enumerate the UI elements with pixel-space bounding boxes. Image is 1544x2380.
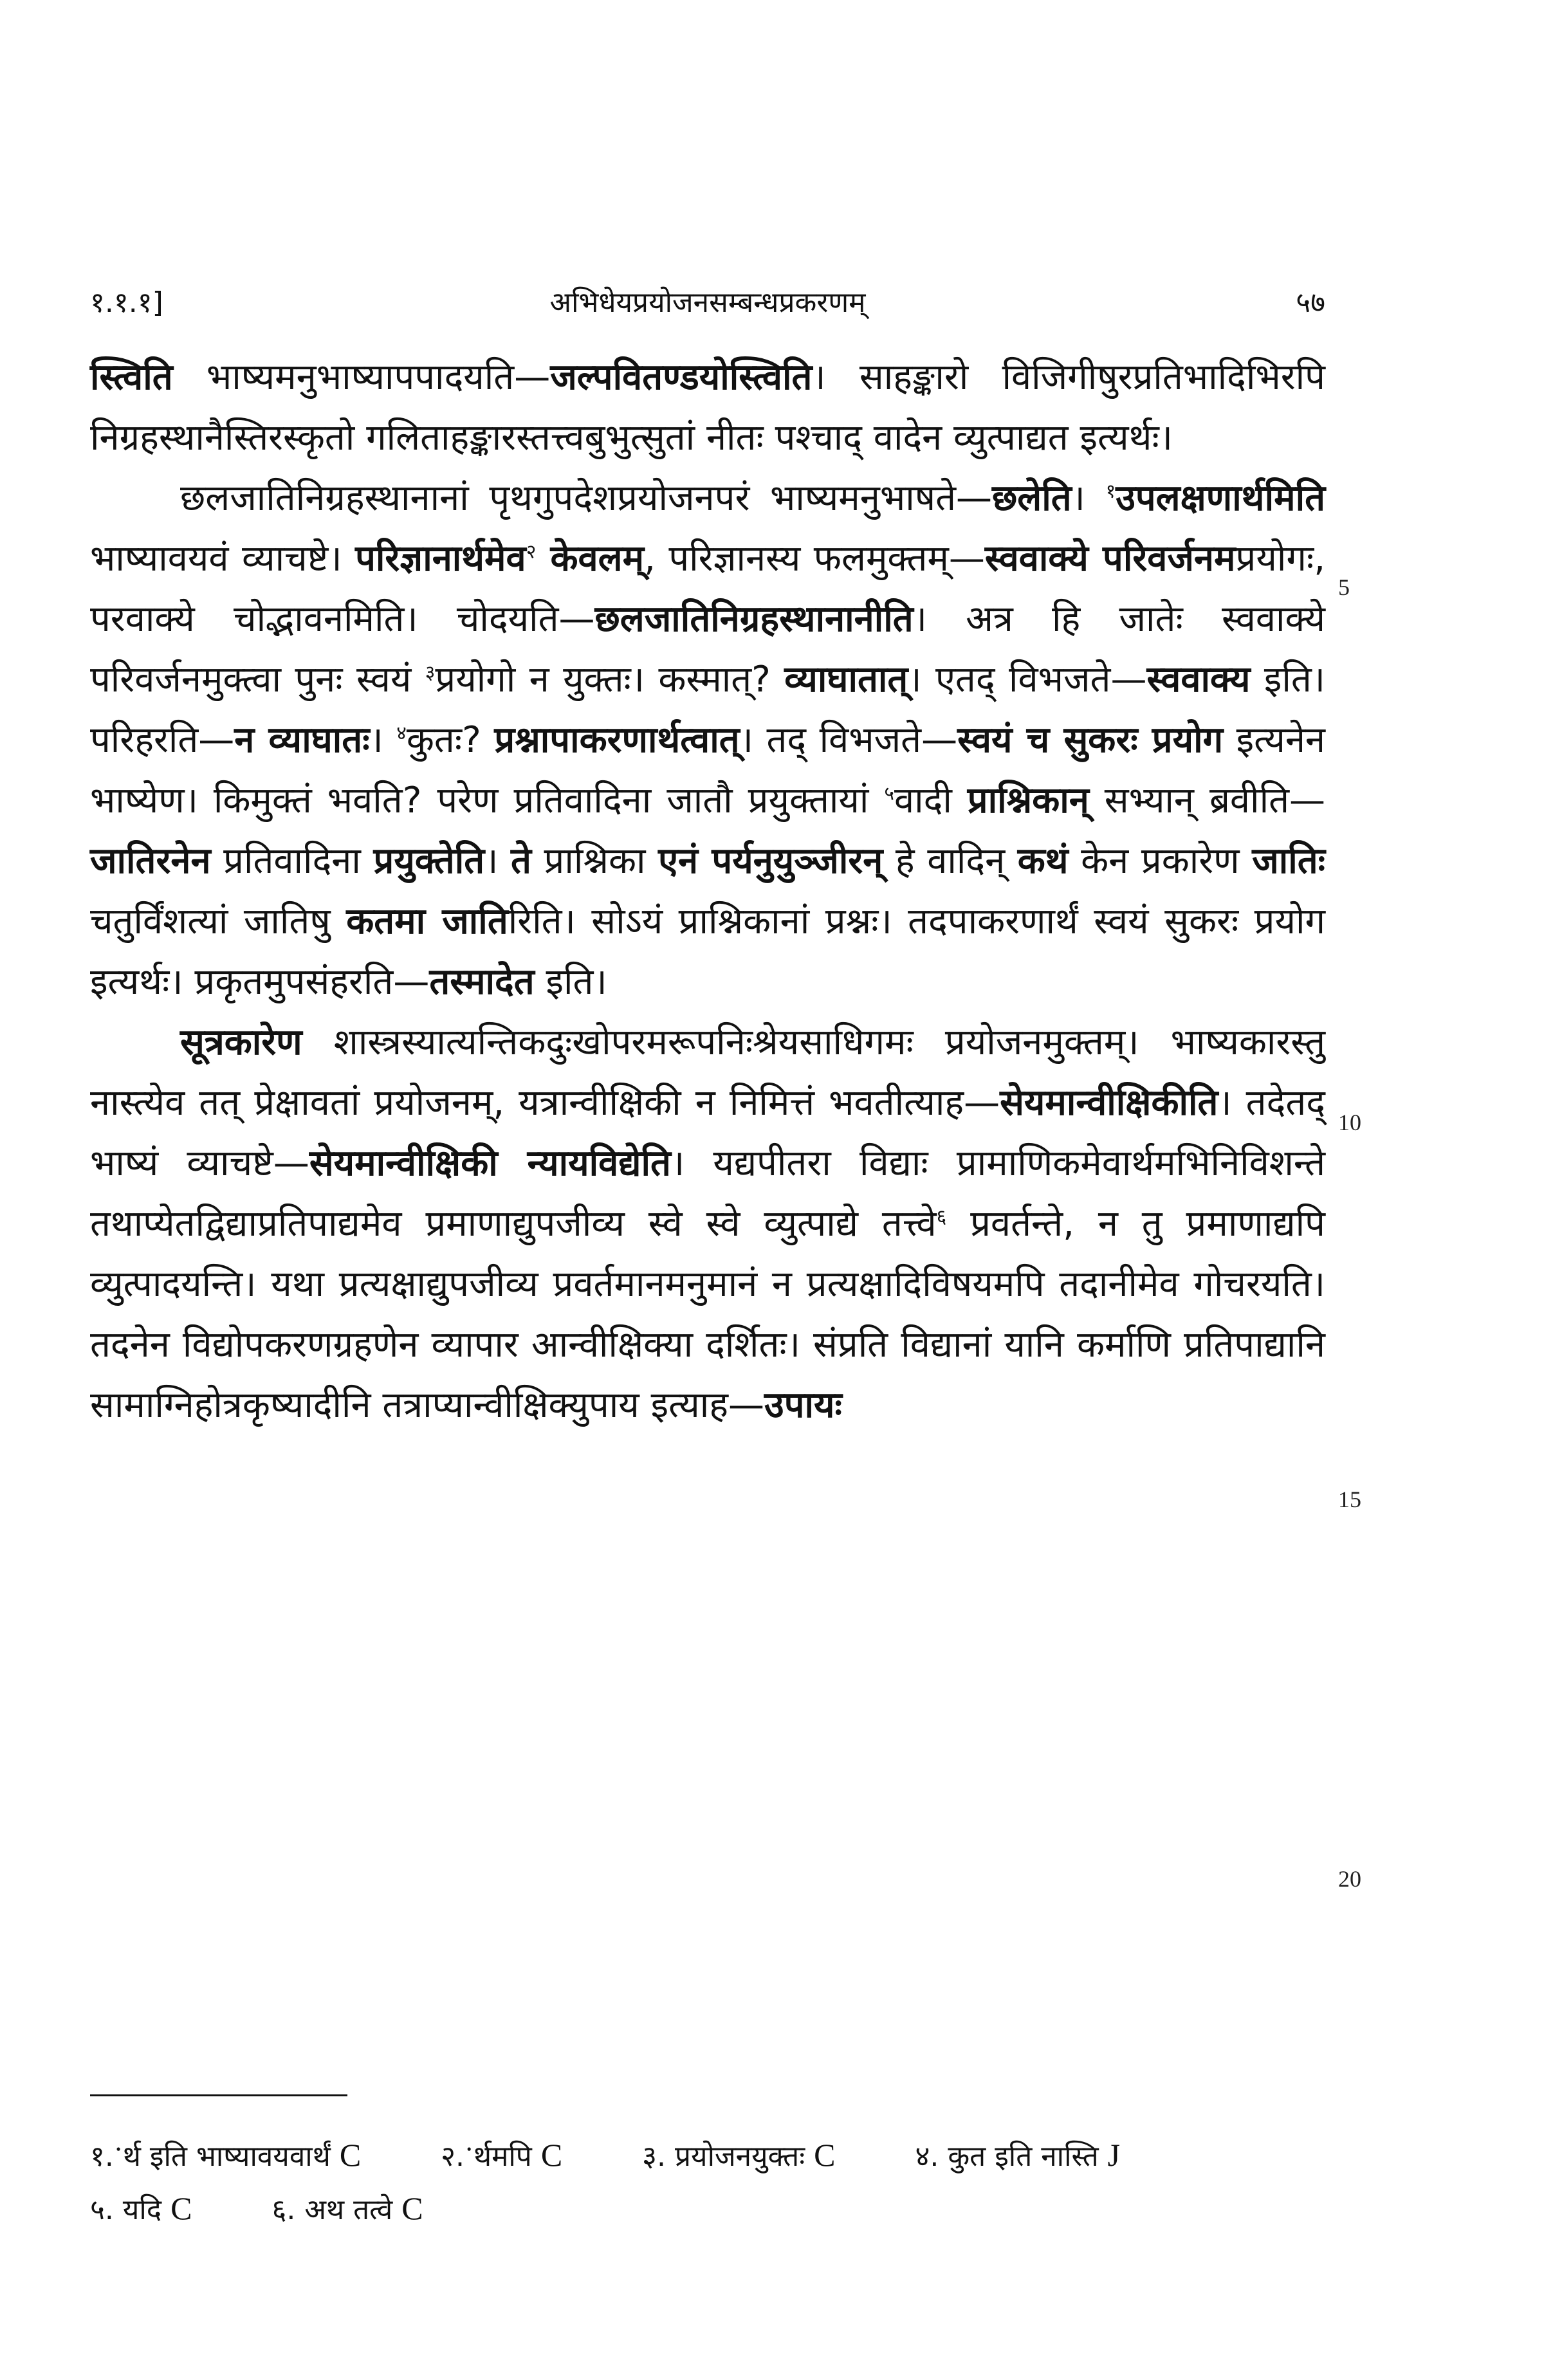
footnote: ६. अथ तत्वे C xyxy=(271,2190,423,2226)
running-head xyxy=(90,280,1325,325)
manuscript-siglum: C xyxy=(339,2137,362,2173)
bold-term: उपलक्षणार्थमिति xyxy=(1116,477,1325,519)
bold-term: सेयमान्वीक्षिकीति xyxy=(1000,1082,1218,1124)
section-number: १.१.१] xyxy=(90,286,163,319)
bold-term: छलजातिनिग्रहस्थानानीति xyxy=(594,598,914,640)
text-run: इति। xyxy=(534,961,607,1003)
footnote-marker: २ xyxy=(526,540,537,563)
text-run: प्रतिवादिना xyxy=(210,840,374,882)
text-run: हे वादिन् xyxy=(883,840,1018,882)
footnote: २.ॱर्थमपि C xyxy=(441,2137,563,2173)
text-run: केन प्रकारेण xyxy=(1068,840,1253,882)
bold-term: उपायः xyxy=(764,1384,842,1426)
footnote-marker: ३ xyxy=(425,661,436,684)
text-run: इत्यनेन भाष्येण। किमुक्तं भवति? परेण प्रतिवादिना जातौ प्रयुक्तायां xyxy=(90,719,1325,821)
bold-term: सूत्रकारेण xyxy=(180,1021,302,1063)
paragraph xyxy=(90,347,1325,468)
bold-term: स्ववाक्ये परिवर्जनम xyxy=(984,538,1236,580)
bold-term: जल्पवितण्डयोस्त्विति xyxy=(550,356,813,398)
footnote: ३. प्रयोजनयुक्तः C xyxy=(642,2137,836,2173)
manuscript-siglum: C xyxy=(170,2190,192,2226)
text-run: छलजातिनिग्रहस्थानानां पृथगुपदेशप्रयोजनपरं भाष्यमनुभाषते— xyxy=(180,477,992,519)
footnote: १.ॱर्थ इति भाष्यावयवार्थं C xyxy=(90,2137,362,2173)
text-run: कुतः? xyxy=(406,719,495,761)
bold-term: स्वयं च सुकरः प्रयोग xyxy=(957,719,1224,761)
text-run: सभ्यान् ब्रवीति— xyxy=(1089,780,1325,821)
text-run: । यद्यपीतरा विद्याः प्रामाणिकमेवार्थमभिनिविशन्ते तथाप्येतद्विद्याप्रतिपाद्यमेव प्रमाणाद्युपजीव्य स्वे स्वे व्युत्पाद्ये तत्त्वे xyxy=(90,1142,1325,1245)
bold-term: ते xyxy=(511,840,531,882)
text-run: । तदेतद् भाष्यं व्याचष्टे— xyxy=(90,1082,1325,1184)
footnote-rule xyxy=(90,2094,347,2096)
text-run: । तद् विभजते— xyxy=(739,719,958,761)
manuscript-siglum: C xyxy=(814,2137,836,2173)
bold-term: जातिरनेन xyxy=(90,840,211,882)
main-text xyxy=(90,347,1325,1436)
text-run: वादी xyxy=(894,780,968,821)
manuscript-siglum: C xyxy=(401,2190,423,2226)
bold-term: परिज्ञानार्थमेव xyxy=(355,538,526,580)
bold-term: कतमा जाति xyxy=(346,901,508,942)
bold-term: छलेति xyxy=(992,477,1072,519)
bold-term: केवलम् xyxy=(536,538,645,580)
footnote-marker: ५ xyxy=(884,782,894,805)
text-run: । xyxy=(484,840,511,882)
bold-term: प्राश्निकान् xyxy=(967,780,1089,821)
bold-term: प्रश्नापाकरणार्थत्वात् xyxy=(494,719,740,761)
text-run: रिति। सोऽयं प्राश्निकानां प्रश्नः। तदपाकरणार्थं स्वयं सुकरः प्रयोग इत्यर्थः। प्रकृतमुपसंहरति— xyxy=(90,901,1326,1003)
text-run: । xyxy=(369,719,397,761)
page-number: ५७ xyxy=(1296,286,1325,319)
text-run: । साहङ्कारो विजिगीषुरप्रतिभादिभिरपि निग्रहस्थानैस्तिरस्कृतो गलिताहङ्कारस्तत्त्वबुभुत्सुतां नीतः पश्चाद् वादेन व्युत्पाद्यत इत्यर्थः। xyxy=(90,356,1325,459)
text-run: चतुर्विंशत्यां जातिषु xyxy=(90,901,347,942)
bold-term: सेयमान्वीक्षिकी न्यायविद्येति xyxy=(309,1142,671,1184)
chapter-title: अभिधेयप्रयोजनसम्बन्धप्रकरणम् xyxy=(549,286,866,319)
footnote: ४. कुत इति नास्ति J xyxy=(915,2137,1121,2173)
bold-term: न व्याघातः xyxy=(234,719,370,761)
text-run: । अत्र हि जातेः स्ववाक्ये परिवर्जनमुक्त्वा पुनः स्वयं xyxy=(90,598,1325,700)
bold-term: एनं पर्यनुयुञ्जीरन् xyxy=(658,840,883,882)
paragraph xyxy=(90,468,1325,1012)
text-run: भाष्यमनुभाष्यापपादयति— xyxy=(172,356,551,398)
text-run: प्रयोगो न युक्तः। कस्मात्? xyxy=(435,659,785,700)
line-number: 10 xyxy=(1338,1110,1361,1135)
line-number: 15 xyxy=(1338,1487,1361,1512)
bold-term: जातिः xyxy=(1252,840,1325,882)
text-run: भाष्यावयवं व्याचष्टे। xyxy=(90,538,356,580)
text-run: प्रवर्तन्ते, न तु प्रमाणाद्यपि व्युत्पादयन्ति। यथा प्रत्यक्षाद्युपजीव्य प्रवर्तमानमनुमानं न प्रत्यक्षादिविषयमपि तदानीमेव गोचरयति। तदनेन विद्योपकरणग्रहणेन व्यापार आन्वीक्षिक्या दर्शितः। संप्रति विद्यानां यानि कर्माणि प्रतिपाद्यानि सामाग्निहोत्रकृष्यादीनि तत्राप्यान्वीक्षिक्युपाय इत्याह— xyxy=(90,1203,1325,1426)
footnote-marker: १ xyxy=(1105,480,1116,503)
text-run: शास्त्रस्यात्यन्तिकदुःखोपरमरूपनिःश्रेयसाधिगमः प्रयोजनमुक्तम्। भाष्यकारस्तु नास्त्येव तत् प्रेक्षावतां प्रयोजनम्, यत्रान्वीक्षिकी न निमित्तं भवतीत्याह— xyxy=(90,1021,1325,1124)
bold-term: कथं xyxy=(1017,840,1069,882)
bold-term: तस्मादेत xyxy=(429,961,535,1003)
text-run: । एतद् विभजते— xyxy=(908,659,1147,700)
text-run: प्रयोगः, परवाक्ये चोद्भावनमिति। चोदयति— xyxy=(90,538,1326,640)
line-number: 5 xyxy=(1338,574,1350,600)
bold-term: स्ववाक्य xyxy=(1146,659,1251,700)
text-run: इति। परिहरति— xyxy=(90,659,1325,761)
footnotes xyxy=(90,2129,1300,2236)
text-run: । xyxy=(1071,477,1106,519)
bold-term: स्त्विति xyxy=(90,356,173,398)
manuscript-siglum: C xyxy=(540,2137,563,2173)
manuscript-siglum: J xyxy=(1107,2137,1121,2173)
bold-term: प्रयुक्तेति xyxy=(373,840,485,882)
paragraph xyxy=(90,1012,1325,1436)
footnote-marker: ६ xyxy=(936,1205,947,1229)
footnote-marker: ४ xyxy=(396,722,407,745)
text-run: , परिज्ञानस्य फलमुक्तम्— xyxy=(644,538,985,580)
line-number: 20 xyxy=(1338,1866,1361,1892)
bold-term: व्याघातात् xyxy=(784,659,908,700)
footnote: ५. यदि C xyxy=(90,2190,192,2226)
text-run: प्राश्निका xyxy=(531,840,659,882)
